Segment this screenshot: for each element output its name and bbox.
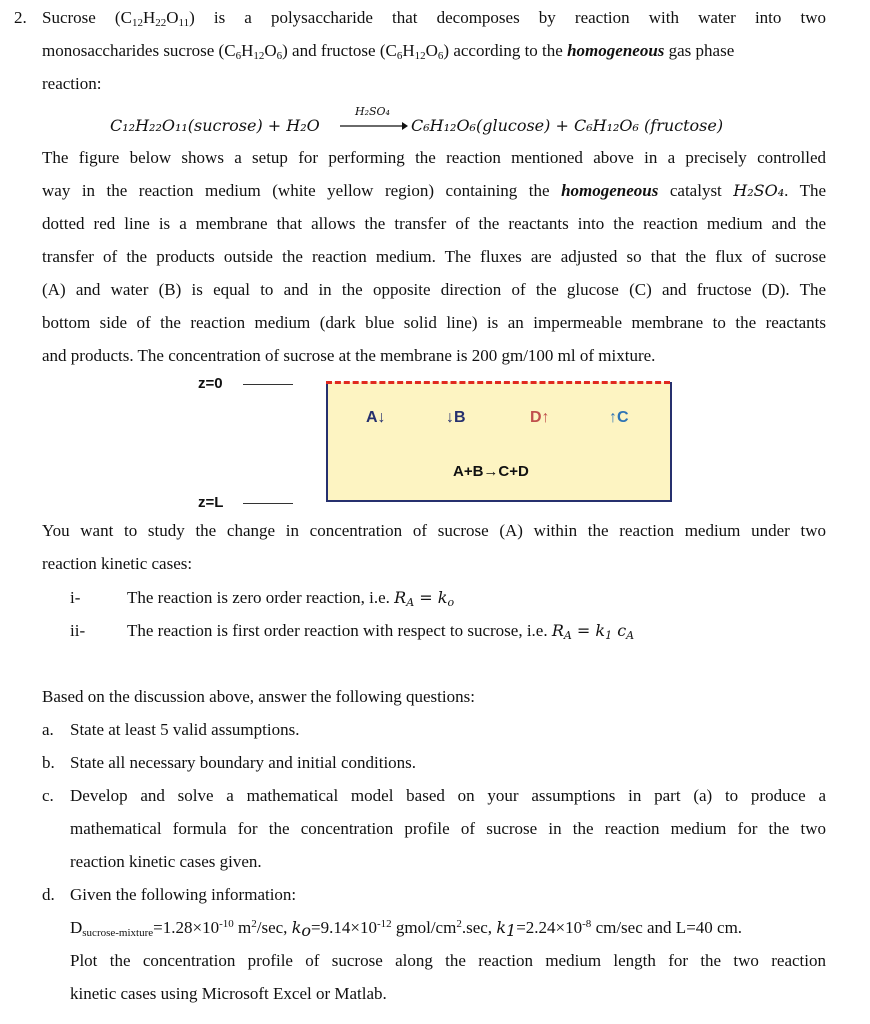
homogeneous-emphasis-2: homogeneous (561, 181, 659, 200)
question-d-number: d. (42, 885, 55, 904)
given-d: D (70, 918, 83, 937)
z0-label: z=0 (198, 375, 223, 392)
para-line-3: dotted red line is a membrane that allows the transfer of the reactants into the reaction medium and the (42, 214, 826, 233)
study-line-2: reaction kinetic cases: (42, 554, 193, 573)
given-ko-unit-sup: 2 (456, 918, 462, 930)
flux-c: ↑C (609, 409, 629, 426)
equation-catalyst: H₂SO₄ (355, 105, 390, 118)
q-sub: 12 (414, 50, 426, 62)
para-l2-e: . The (784, 181, 827, 200)
reaction-arrow-icon (340, 119, 408, 133)
q-sub: 6 (437, 50, 444, 62)
given-d-unit: m (233, 918, 252, 937)
case-ii-number: ii- (70, 621, 86, 640)
question-d-given (70, 918, 742, 938)
given-d-sub: sucrose-mixture (82, 927, 154, 939)
given-k1-val: =2.24×10 (516, 918, 583, 937)
question-c-line-2: mathematical formula for the concentration profile of sucrose in the reaction medium for the two (70, 819, 826, 838)
zL-label: z=L (198, 494, 224, 511)
q-l2-a: monosaccharides sucrose (C (42, 41, 236, 60)
para-line-7: and products. The concentration of sucrose at the membrane is 200 gm/100 ml of mixture. (42, 346, 656, 365)
q-sub: 6 (396, 50, 403, 62)
flux-b: ↓B (446, 409, 466, 426)
rate-first-order: $R_A = k_1$ $c_A$ (551, 621, 635, 642)
question-c-line-1: Develop and solve a mathematical model based on your assumptions in part (a) to produce a (70, 786, 826, 805)
case-i-desc: The reaction is zero order reaction, i.e. (127, 588, 390, 607)
questions-intro: Based on the discussion above, answer the following questions: (42, 687, 475, 706)
given-ko-sub: o (301, 921, 312, 940)
q-sub: 6 (276, 50, 283, 62)
reaction-label: A+B→C+D (453, 463, 529, 480)
given-k1-exp: -8 (582, 918, 592, 930)
question-b-number: b. (42, 753, 55, 772)
given-ko-exp: -12 (376, 918, 392, 930)
q-l1-a: Sucrose (C (42, 8, 132, 27)
given-d-val: =1.28×10 (153, 918, 220, 937)
para-line-4: transfer of the products outside the reaction medium. The fluxes are adjusted so that the flux of sucrose (42, 247, 826, 266)
case-ii-text (127, 621, 634, 641)
given-k1-sub: 1 (506, 921, 517, 940)
given-k1: k (496, 918, 507, 937)
zL-leader-line (243, 503, 293, 504)
given-ko: k (291, 918, 302, 937)
q-l2-e: H (402, 41, 415, 60)
flux-d: D↑ (530, 409, 550, 426)
question-line-3: reaction: (42, 74, 102, 93)
para-line-6: bottom side of the reaction medium (dark blue solid line) is an impermeable membrane to the reactants (42, 313, 826, 332)
z0-leader-line (243, 384, 293, 385)
question-c-number: c. (42, 786, 54, 805)
permeable-membrane (326, 381, 670, 384)
q-sub: 11 (178, 17, 190, 29)
equation-rhs: C₆H₁₂O₆(glucose) + C₆H₁₂O₆ (fructose) (411, 116, 724, 135)
question-a-number: a. (42, 720, 54, 739)
para-l2-c: catalyst (669, 181, 722, 200)
homogeneous-emphasis: homogeneous (567, 41, 665, 60)
q-l2-b: H (241, 41, 254, 60)
case-i-text (127, 588, 454, 608)
q-l2-f: O (425, 41, 438, 60)
given-d-unit-rest: /sec, (256, 918, 292, 937)
given-ko-unit: gmol/cm (391, 918, 457, 937)
q-sub: 12 (131, 17, 143, 29)
q-l2-d: ) and fructose (C (282, 41, 397, 60)
q-l1-b: H (142, 8, 156, 27)
equation-lhs: C₁₂H₂₂O₁₁(sucrose) + H₂O (110, 116, 320, 135)
para-line-5: (A) and water (B) is equal to and in the opposite direction of the glucose (C) and fructose (D). The (42, 280, 826, 299)
study-line-1: You want to study the change in concentration of sucrose (A) within the reaction medium under two (42, 521, 826, 540)
rate-zero-order: $R_A = k_o$ (394, 588, 455, 609)
question-number: 2. (14, 8, 27, 27)
q-l2-c: O (264, 41, 277, 60)
question-line-2 (42, 41, 734, 61)
flux-a: A↓ (366, 409, 386, 426)
question-line-1 (42, 8, 826, 28)
q-sub: 12 (253, 50, 265, 62)
q-l2-i: gas phase (668, 41, 735, 60)
q-sub: 6 (235, 50, 242, 62)
question-d-line-3: Plot the concentration profile of sucrose along the reaction medium length for the two reaction (70, 951, 826, 970)
question-a-text: State at least 5 valid assumptions. (70, 720, 300, 739)
para-l2-a: way in the reaction medium (white yellow region) containing the (42, 181, 550, 200)
question-d-line-1: Given the following information: (70, 885, 297, 904)
q-l2-g: ) according to the (443, 41, 563, 60)
question-c-line-3: reaction kinetic cases given. (70, 852, 262, 871)
question-b-text: State all necessary boundary and initial conditions. (70, 753, 417, 772)
given-ko-val: =9.14×10 (311, 918, 377, 937)
given-d-exp: -10 (219, 918, 234, 930)
given-k1-rest: cm/sec and L=40 cm. (591, 918, 743, 937)
para-line-2 (42, 181, 826, 201)
question-d-line-4: kinetic cases using Microsoft Excel or Matlab. (70, 984, 387, 1003)
q-sub: 22 (155, 17, 167, 29)
q-l1-d: ) is a polysaccharide that decomposes by reaction with water into two (189, 8, 826, 27)
given-ko-rest: .sec, (461, 918, 497, 937)
para-line-1: The figure below shows a setup for performing the reaction mentioned above in a precisely controlled (42, 148, 826, 167)
case-i-number: i- (70, 588, 81, 607)
given-d-unit-sup: 2 (251, 918, 257, 930)
reaction-medium (326, 382, 672, 502)
case-ii-desc: The reaction is first order reaction with respect to sucrose, i.e. (127, 621, 548, 640)
catalyst-formula: H₂SO₄ (733, 181, 785, 200)
q-l1-c: O (166, 8, 179, 27)
